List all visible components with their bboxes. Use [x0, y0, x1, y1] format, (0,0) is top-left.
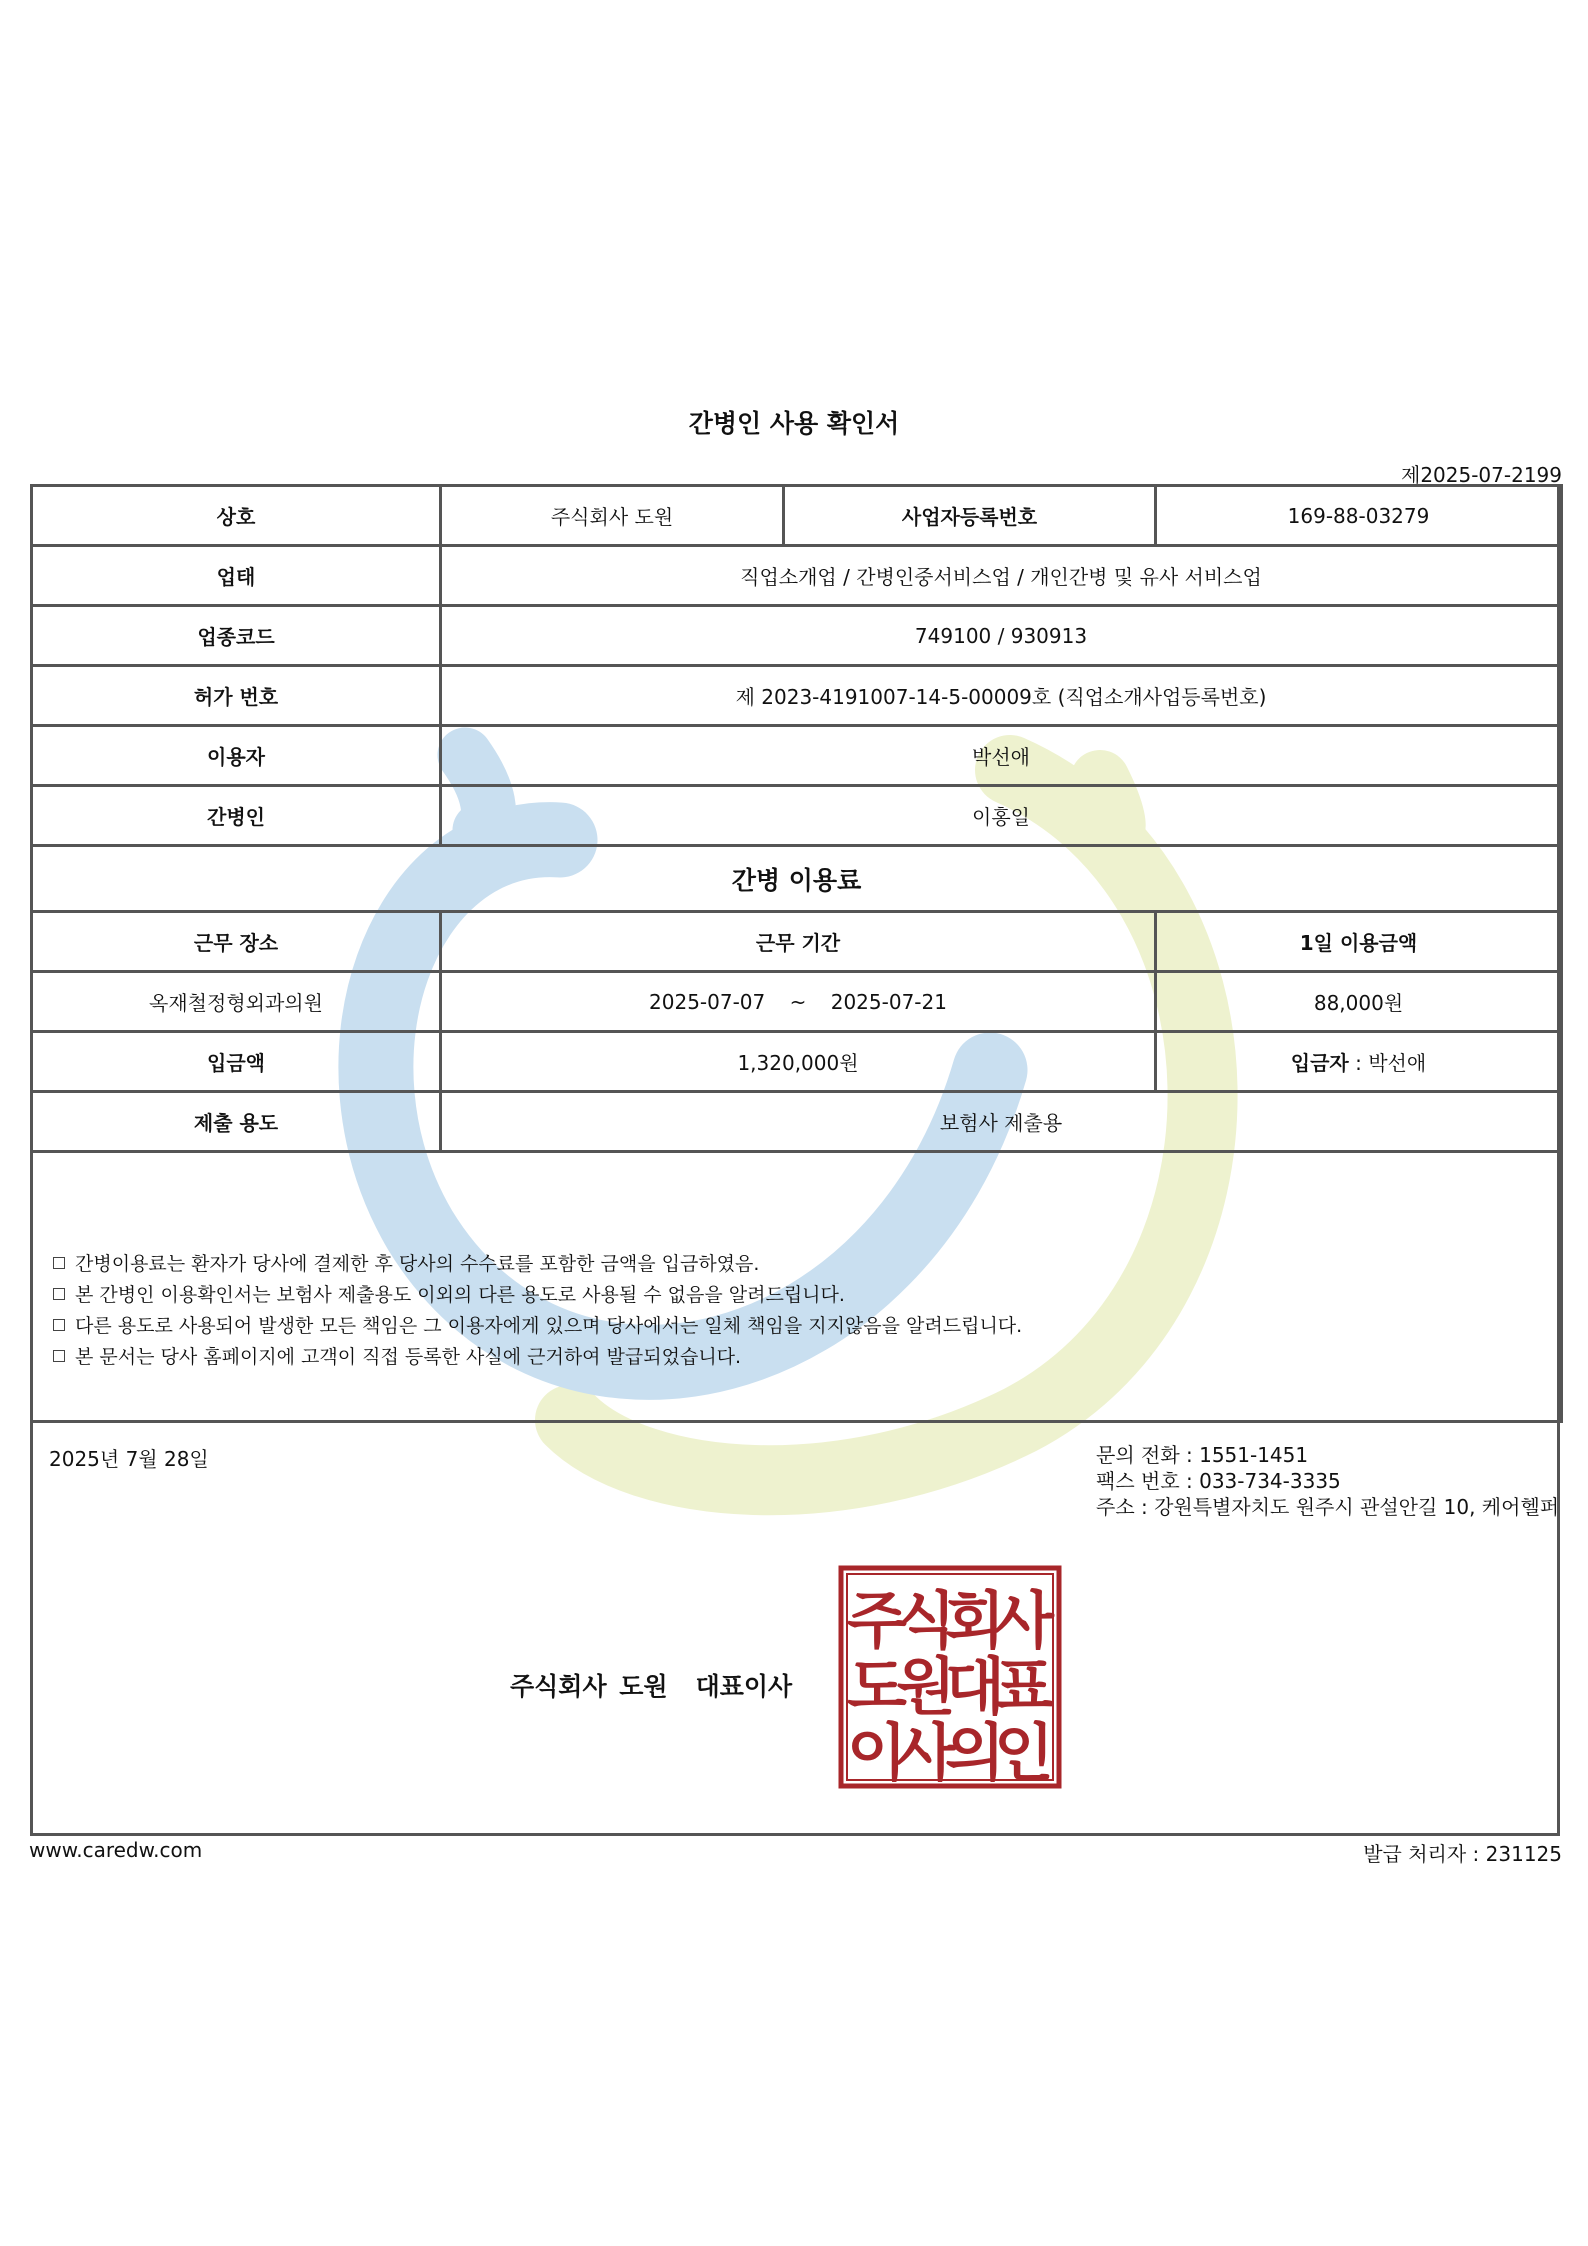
- svg-text:표: 표: [994, 1650, 1054, 1723]
- list-item: 다른 용도로 사용되어 발생한 모든 책임은 그 이용자에게 있으며 당사에서는 일체 책임을 지지않음을 알려드립니다.: [53, 1311, 1560, 1342]
- processor-id: 발급 처리자 : 231125: [1363, 1842, 1562, 1866]
- contact-address: 주소 : 강원특별자치도 원주시 관설안길 10, 케어헬퍼: [1096, 1495, 1560, 1519]
- confirmation-table: [30, 484, 1563, 1423]
- permit-value: 제 2023-4191007-14-5-00009호 (직업소개사업등록번호): [441, 666, 1562, 726]
- purpose-label: 제출 용도: [32, 1092, 441, 1152]
- document-number: 제2025-07-2199: [1401, 463, 1562, 487]
- square-bullet-icon: [53, 1257, 65, 1269]
- contact-info: [1096, 1442, 1559, 1520]
- svg-text:이: 이: [847, 1716, 907, 1789]
- contact-phone: 문의 전화 : 1551-1451: [1096, 1443, 1309, 1467]
- company-signature: [510, 1667, 792, 1703]
- svg-text:대: 대: [945, 1650, 1005, 1723]
- payer-cell: [1156, 1032, 1562, 1092]
- svg-text:인: 인: [994, 1716, 1054, 1789]
- period-value: [441, 972, 1156, 1032]
- industry-code-value: 749100 / 930913: [441, 606, 1562, 666]
- caregiver-label: 간병인: [32, 786, 441, 846]
- fee-section-title: 간병 이용료: [32, 846, 1562, 912]
- document-title: 간병인 사용 확인서: [688, 409, 900, 438]
- table-row: [32, 912, 1562, 972]
- table-row: [32, 606, 1562, 666]
- website-link[interactable]: www.caredw.com: [29, 1838, 203, 1862]
- payer-separator: :: [1348, 1051, 1369, 1075]
- daily-fee-label: 1일 이용금액: [1156, 912, 1562, 972]
- svg-text:사: 사: [994, 1584, 1054, 1657]
- company-label: 상호: [32, 486, 441, 546]
- payer-label: 입금자: [1290, 1051, 1349, 1075]
- table-row: [32, 846, 1562, 912]
- svg-text:원: 원: [896, 1650, 956, 1723]
- deposit-value: 1,320,000원: [441, 1032, 1156, 1092]
- business-type-value: 직업소개업 / 간병인중서비스업 / 개인간병 및 유사 서비스업: [441, 546, 1562, 606]
- svg-text:도: 도: [847, 1650, 907, 1723]
- notes-list: [53, 1249, 1560, 1373]
- period-start: 2025-07-07: [649, 989, 766, 1014]
- table-row: [32, 486, 1562, 546]
- company-value: 주식회사 도원: [441, 486, 784, 546]
- list-item: 간병이용료는 환자가 당사에 결제한 후 당사의 수수료를 포함한 금액을 입금하였음.: [53, 1249, 1560, 1280]
- deposit-label: 입금액: [32, 1032, 441, 1092]
- table-row: [32, 666, 1562, 726]
- table-row: [32, 726, 1562, 786]
- square-bullet-icon: [53, 1319, 65, 1331]
- user-value: 박선애: [441, 726, 1562, 786]
- contact-fax: 팩스 번호 : 033-734-3335: [1096, 1469, 1341, 1493]
- workplace-value: 옥재철정형외과의원: [32, 972, 441, 1032]
- svg-text:주: 주: [847, 1584, 907, 1657]
- square-bullet-icon: [53, 1288, 65, 1300]
- payer-value: 박선애: [1368, 1051, 1427, 1075]
- business-type-label: 업태: [32, 546, 441, 606]
- biz-reg-value: 169-88-03279: [1156, 486, 1562, 546]
- purpose-value: 보험사 제출용: [441, 1092, 1562, 1152]
- permit-label: 허가 번호: [32, 666, 441, 726]
- company-name: 주식회사 도원: [510, 1672, 668, 1701]
- daily-fee-value: 88,000원: [1156, 972, 1562, 1032]
- table-row: [32, 1152, 1562, 1422]
- table-row: [32, 546, 1562, 606]
- svg-text:식: 식: [896, 1584, 956, 1657]
- workplace-label: 근무 장소: [32, 912, 441, 972]
- table-row: [32, 1092, 1562, 1152]
- svg-text:의: 의: [945, 1716, 1005, 1789]
- industry-code-label: 업종코드: [32, 606, 441, 666]
- list-item: 본 문서는 당사 홈페이지에 고객이 직접 등록한 사실에 근거하여 발급되었습니다.: [53, 1342, 1560, 1373]
- square-bullet-icon: [53, 1350, 65, 1362]
- ceo-title: 대표이사: [695, 1672, 793, 1701]
- list-item: 본 간병인 이용확인서는 보험사 제출용도 이외의 다른 용도로 사용될 수 없음을 알려드립니다.: [53, 1280, 1560, 1311]
- user-label: 이용자: [32, 726, 441, 786]
- svg-text:회: 회: [945, 1584, 1005, 1657]
- svg-text:사: 사: [896, 1716, 956, 1789]
- company-seal: [838, 1565, 1062, 1789]
- table-row: [32, 786, 1562, 846]
- period-separator: ~: [789, 989, 807, 1014]
- period-label: 근무 기간: [441, 912, 1156, 972]
- period-end: 2025-07-21: [830, 989, 947, 1014]
- issue-date: 2025년 7월 28일: [49, 1447, 209, 1471]
- caregiver-value: 이홍일: [441, 786, 1562, 846]
- notes-cell: [32, 1152, 1562, 1422]
- table-row: [32, 1032, 1562, 1092]
- table-row: [32, 972, 1562, 1032]
- biz-reg-label: 사업자등록번호: [784, 486, 1156, 546]
